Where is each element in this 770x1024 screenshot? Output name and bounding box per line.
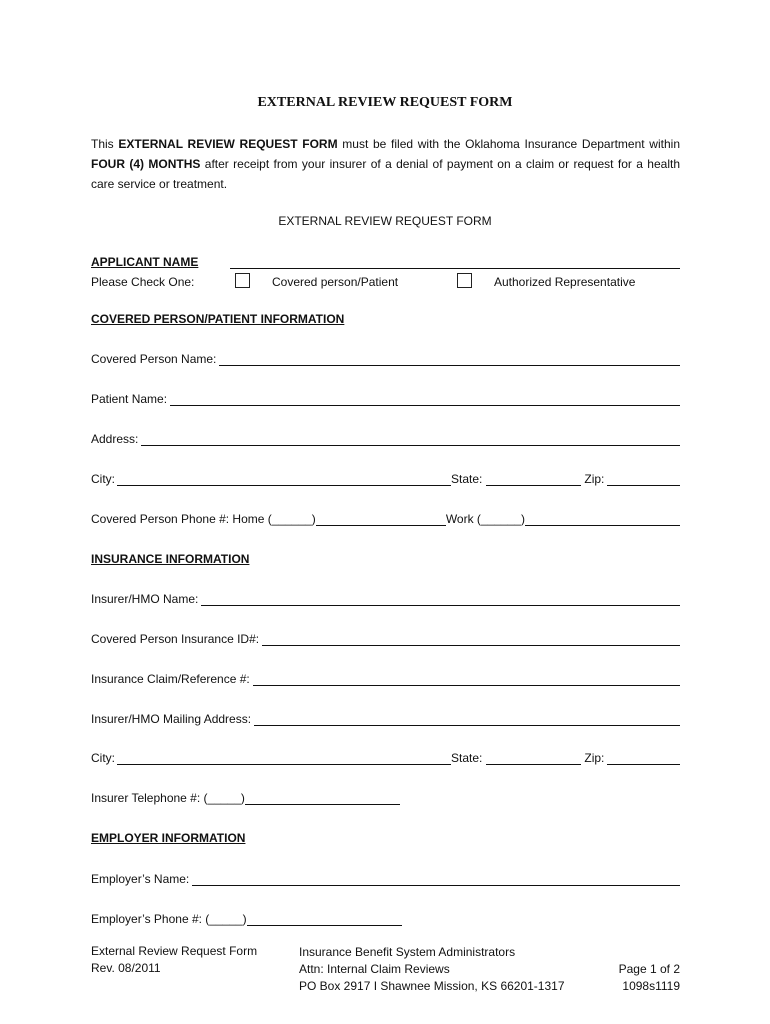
covered-zip-label: Zip: bbox=[584, 472, 605, 486]
address-label: Address: bbox=[91, 432, 139, 446]
patient-name-row bbox=[91, 390, 680, 406]
employer-heading: EMPLOYER INFORMATION bbox=[91, 831, 246, 845]
address-row bbox=[91, 430, 680, 446]
footer-address bbox=[299, 944, 565, 995]
covered-name-field[interactable] bbox=[219, 352, 680, 366]
footer-form-code: 1098s1119 bbox=[622, 979, 680, 993]
covered-zip-field[interactable] bbox=[607, 472, 680, 486]
insurer-state-label: State: bbox=[451, 751, 483, 765]
patient-name-field[interactable] bbox=[170, 392, 680, 406]
footer-left bbox=[91, 943, 257, 977]
insurance-id-label: Covered Person Insurance ID#: bbox=[91, 632, 260, 646]
footer-address-line-2: Attn: Internal Claim Reviews bbox=[299, 962, 450, 976]
covered-name-row bbox=[91, 350, 680, 366]
covered-city-label: City: bbox=[91, 472, 115, 486]
covered-state-label: State: bbox=[451, 472, 483, 486]
insurer-name-label: Insurer/HMO Name: bbox=[91, 592, 199, 606]
intro-bold-2: FOUR (4) MONTHS bbox=[91, 157, 201, 171]
claim-reference-label: Insurance Claim/Reference #: bbox=[91, 672, 250, 686]
covered-phone-home-field[interactable] bbox=[316, 512, 446, 526]
intro-paragraph bbox=[91, 134, 680, 194]
mailing-address-field[interactable] bbox=[254, 712, 680, 726]
insurance-id-row bbox=[91, 630, 680, 646]
employer-name-field[interactable] bbox=[192, 872, 680, 886]
claim-reference-field[interactable] bbox=[253, 672, 680, 686]
claim-reference-row bbox=[91, 670, 680, 686]
insurer-zip-label: Zip: bbox=[584, 751, 605, 765]
footer-form-name: External Review Request Form bbox=[91, 944, 258, 958]
footer-page-number: Page 1 of 2 bbox=[618, 962, 680, 976]
covered-heading: COVERED PERSON/PATIENT INFORMATION bbox=[91, 312, 345, 326]
check-one-label: Please Check One: bbox=[91, 275, 195, 289]
footer-right bbox=[619, 961, 680, 995]
insurer-zip-field[interactable] bbox=[607, 751, 680, 765]
insurer-name-row bbox=[91, 590, 680, 606]
footer-revision: Rev. 08/2011 bbox=[91, 961, 161, 975]
covered-city-row bbox=[91, 470, 680, 486]
employer-phone-label: Employer’s Phone #: (_____) bbox=[91, 912, 247, 926]
applicant-heading: APPLICANT NAME bbox=[91, 255, 199, 269]
employer-phone-row bbox=[91, 910, 680, 926]
insurer-city-row bbox=[91, 749, 680, 765]
intro-text-2: must be filed with the Oklahoma Insurance Department within bbox=[337, 137, 680, 151]
covered-phone-work-label: Work (______) bbox=[445, 512, 525, 526]
covered-name-label: Covered Person Name: bbox=[91, 352, 217, 366]
patient-name-label: Patient Name: bbox=[91, 392, 168, 406]
covered-state-field[interactable] bbox=[486, 472, 581, 486]
insurer-state-field[interactable] bbox=[486, 751, 581, 765]
page-title: EXTERNAL REVIEW REQUEST FORM bbox=[257, 95, 513, 110]
mailing-address-label: Insurer/HMO Mailing Address: bbox=[91, 712, 252, 726]
employer-phone-field[interactable] bbox=[247, 912, 402, 926]
address-field[interactable] bbox=[141, 432, 680, 446]
insurer-phone-label: Insurer Telephone #: (_____) bbox=[91, 791, 245, 805]
covered-person-option-label: Covered person/Patient bbox=[272, 275, 399, 289]
covered-heading-row bbox=[91, 310, 680, 326]
intro-bold-1: EXTERNAL REVIEW REQUEST FORM bbox=[118, 137, 338, 151]
check-one-row bbox=[91, 273, 680, 289]
insurer-phone-row bbox=[91, 789, 680, 805]
covered-person-checkbox[interactable] bbox=[235, 273, 250, 288]
insurance-id-field[interactable] bbox=[262, 632, 680, 646]
covered-city-field[interactable] bbox=[117, 472, 451, 486]
footer-address-line-3: PO Box 2917 I Shawnee Mission, KS 66201-1317 bbox=[299, 979, 565, 993]
insurer-phone-field[interactable] bbox=[245, 791, 400, 805]
authorized-rep-checkbox[interactable] bbox=[457, 273, 472, 288]
insurer-name-field[interactable] bbox=[201, 592, 680, 606]
insurance-heading-row bbox=[91, 550, 680, 566]
employer-name-label: Employer’s Name: bbox=[91, 872, 190, 886]
authorized-rep-option-label: Authorized Representative bbox=[494, 275, 636, 289]
intro-text-1: This bbox=[91, 137, 119, 151]
employer-heading-row bbox=[91, 829, 680, 845]
intro-text-3: after receipt from your insurer of a denial of payment on a claim or request for a health care service or treatment. bbox=[91, 157, 680, 191]
applicant-name-row bbox=[91, 253, 680, 269]
footer-address-line-1: Insurance Benefit System Administrators bbox=[299, 945, 516, 959]
insurer-city-field[interactable] bbox=[117, 751, 451, 765]
covered-phone-row bbox=[91, 510, 680, 526]
employer-name-row bbox=[91, 870, 680, 886]
applicant-name-field[interactable] bbox=[230, 255, 680, 269]
insurance-heading: INSURANCE INFORMATION bbox=[91, 552, 250, 566]
covered-phone-home-label: Covered Person Phone #: Home (______) bbox=[91, 512, 316, 526]
covered-phone-work-field[interactable] bbox=[525, 512, 680, 526]
mailing-address-row bbox=[91, 710, 680, 726]
insurer-city-label: City: bbox=[91, 751, 115, 765]
form-subtitle: EXTERNAL REVIEW REQUEST FORM bbox=[278, 214, 492, 228]
